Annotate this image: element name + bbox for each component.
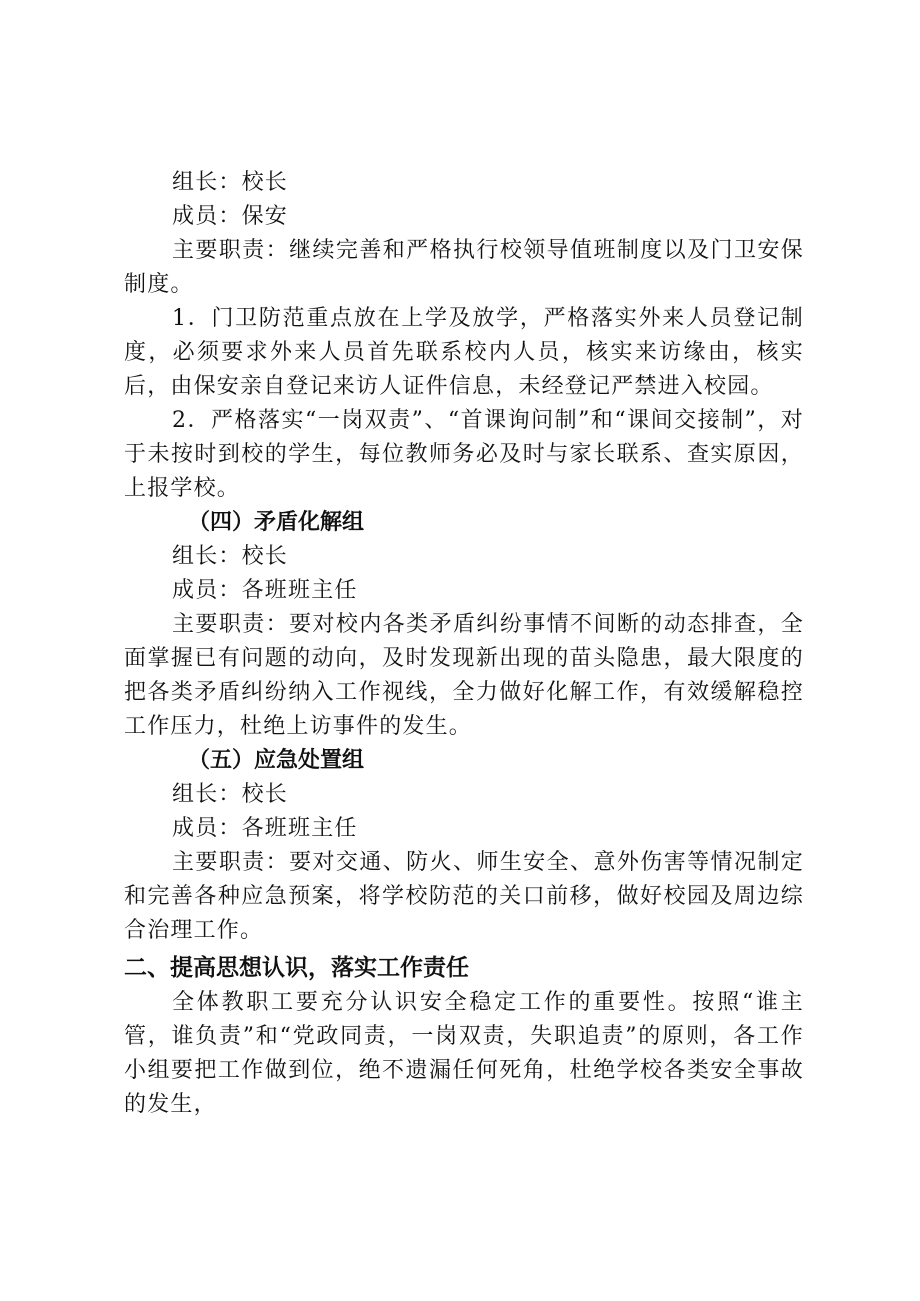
- section-2-heading: 二、提高思想认识，落实工作责任: [124, 955, 469, 981]
- group5-title: （五）应急处置组: [188, 748, 365, 773]
- group3-leader: 组长：校长: [172, 170, 289, 195]
- group4-leader: 组长：校长: [172, 544, 289, 569]
- group4-duty: 主要职责：要对校内各类矛盾纠纷事情不间断的动态排查，全面掌握已有问题的动向，及时发现新出现的苗头隐患，最大限度的把各类矛盾纠纷纳入工作视线，全力做好化解工作，有效缓解稳控工作压力，杜绝上访事件的发生。: [124, 612, 804, 739]
- group4-title: （四）矛盾化解组: [188, 510, 365, 535]
- group4-members: 成员：各班班主任: [172, 578, 358, 603]
- group5-members: 成员：各班班主任: [172, 816, 358, 841]
- group5-leader: 组长：校长: [172, 782, 289, 807]
- group3-item-1: 1．门卫防范重点放在上学及放学，严格落实外来人员登记制度，必须要求外来人员首先联系校内人员，核实来访缘由，核实后，由保安亲自登记来访人证件信息，未经登记严禁进入校园。: [124, 306, 804, 399]
- group3-item-2: 2．严格落实“一岗双责”、“首课询问制”和“课间交接制”，对于未按时到校的学生，每位教师务必及时与家长联系、查实原因，上报学校。: [124, 408, 804, 501]
- section-2-body: 全体教职工要充分认识安全稳定工作的重要性。按照“谁主管，谁负责”和“党政同责，一岗双责，失职追责”的原则，各工作小组要把工作做到位，绝不遗漏任何死角，杜绝学校各类安全事故的发生，: [124, 990, 804, 1117]
- document-page: [124, 166, 804, 1122]
- group5-duty: 主要职责：要对交通、防火、师生安全、意外伤害等情况制定和完善各种应急预案，将学校防范的关口前移，做好校园及周边综合治理工作。: [124, 850, 804, 943]
- group3-members: 成员：保安: [172, 204, 289, 229]
- group3-duty: 主要职责：继续完善和严格执行校领导值班制度以及门卫安保制度。: [124, 238, 804, 297]
